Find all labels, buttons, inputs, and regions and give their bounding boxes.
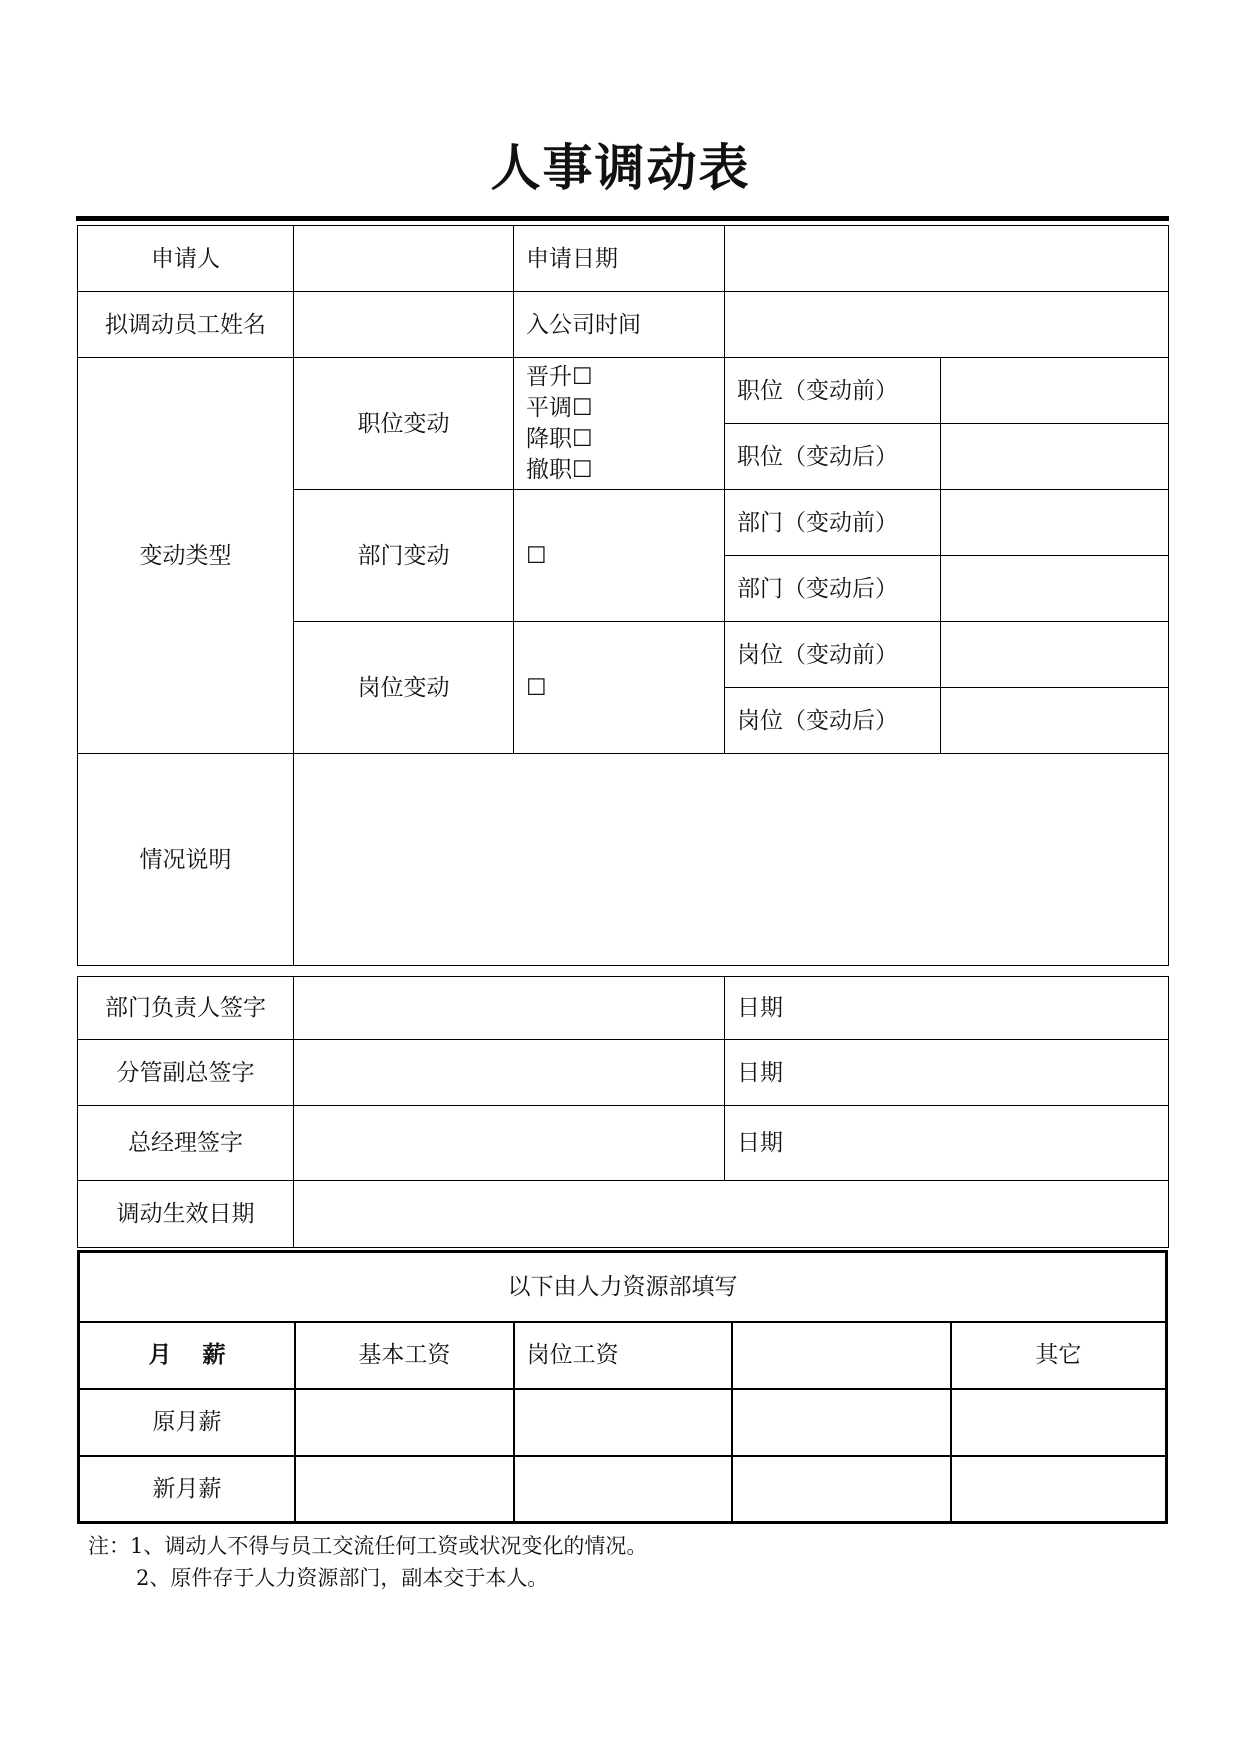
table-row (79, 1322, 1167, 1389)
post-before-label: 岗位（变动前） (725, 622, 941, 688)
base-salary-header: 基本工资 (295, 1322, 514, 1389)
hr-section-header: 以下由人力资源部填写 (79, 1252, 1167, 1322)
dept-after-label: 部门（变动后） (725, 556, 941, 622)
hr-salary-table (77, 1250, 1168, 1524)
new-blank-field[interactable] (732, 1456, 951, 1523)
demotion-checkbox[interactable]: 降职☐ (526, 425, 593, 452)
post-after-label: 岗位（变动后） (725, 688, 941, 754)
position-change-label: 职位变动 (294, 358, 514, 490)
monthly-salary-label: 月 薪 (79, 1322, 296, 1389)
note-2: 2、原件存于人力资源部门，副本交于本人。 (136, 1566, 549, 1590)
join-date-label: 入公司时间 (514, 292, 725, 358)
post-salary-header: 岗位工资 (514, 1322, 733, 1389)
table-row (78, 226, 1169, 292)
dismissal-checkbox[interactable]: 撤职☐ (526, 456, 593, 483)
gm-sign-label: 总经理签字 (78, 1106, 294, 1181)
table-row (78, 1106, 1169, 1181)
dept-before-field[interactable] (941, 490, 1169, 556)
table-row (78, 358, 1169, 424)
dept-change-checkbox[interactable]: ☐ (514, 490, 725, 622)
post-after-field[interactable] (941, 688, 1169, 754)
dept-after-field[interactable] (941, 556, 1169, 622)
table-row (79, 1456, 1167, 1523)
table-row (78, 1181, 1169, 1248)
transfer-info-table (77, 225, 1169, 966)
post-change-label: 岗位变动 (294, 622, 514, 754)
position-after-field[interactable] (941, 424, 1169, 490)
lateral-checkbox[interactable]: 平调☐ (526, 394, 593, 421)
page-title: 人事调动表 (490, 139, 751, 197)
table-row (78, 977, 1169, 1040)
old-post-field[interactable] (514, 1389, 733, 1456)
position-before-label: 职位（变动前） (725, 358, 941, 424)
old-salary-label: 原月薪 (79, 1389, 296, 1456)
new-base-field[interactable] (295, 1456, 514, 1523)
title-divider (76, 216, 1169, 221)
signature-table (77, 976, 1169, 1248)
effective-date-label: 调动生效日期 (78, 1181, 294, 1248)
employee-name-label: 拟调动员工姓名 (78, 292, 294, 358)
table-row (79, 1389, 1167, 1456)
gm-date-label[interactable]: 日期 (725, 1106, 1169, 1181)
post-before-field[interactable] (941, 622, 1169, 688)
table-row (78, 292, 1169, 358)
table-row (78, 1040, 1169, 1106)
apply-date-field[interactable] (725, 226, 1169, 292)
dept-head-date-label[interactable]: 日期 (725, 977, 1169, 1040)
dept-head-sign-field[interactable] (294, 977, 725, 1040)
change-type-label: 变动类型 (78, 358, 294, 754)
blank-header (732, 1322, 951, 1389)
employee-name-field[interactable] (294, 292, 514, 358)
new-salary-label: 新月薪 (79, 1456, 296, 1523)
note-1: 注：1、调动人不得与员工交流任何工资或状况变化的情况。 (88, 1534, 648, 1558)
table-row (78, 754, 1169, 966)
position-before-field[interactable] (941, 358, 1169, 424)
vp-sign-field[interactable] (294, 1040, 725, 1106)
dept-change-label: 部门变动 (294, 490, 514, 622)
apply-date-label: 申请日期 (514, 226, 725, 292)
position-after-label: 职位（变动后） (725, 424, 941, 490)
old-other-field[interactable] (951, 1389, 1167, 1456)
dept-before-label: 部门（变动前） (725, 490, 941, 556)
dept-head-sign-label: 部门负责人签字 (78, 977, 294, 1040)
other-header: 其它 (951, 1322, 1167, 1389)
gm-sign-field[interactable] (294, 1106, 725, 1181)
position-change-options (514, 358, 725, 490)
applicant-label: 申请人 (78, 226, 294, 292)
post-change-checkbox[interactable]: ☐ (514, 622, 725, 754)
footnotes (88, 1530, 647, 1594)
new-other-field[interactable] (951, 1456, 1167, 1523)
situation-field[interactable] (294, 754, 1169, 966)
promotion-checkbox[interactable]: 晋升☐ (526, 363, 593, 390)
old-base-field[interactable] (295, 1389, 514, 1456)
applicant-field[interactable] (294, 226, 514, 292)
vp-date-label[interactable]: 日期 (725, 1040, 1169, 1106)
effective-date-field[interactable] (294, 1181, 1169, 1248)
situation-label: 情况说明 (78, 754, 294, 966)
vp-sign-label: 分管副总签字 (78, 1040, 294, 1106)
old-blank-field[interactable] (732, 1389, 951, 1456)
join-date-field[interactable] (725, 292, 1169, 358)
new-post-field[interactable] (514, 1456, 733, 1523)
table-row (79, 1252, 1167, 1322)
